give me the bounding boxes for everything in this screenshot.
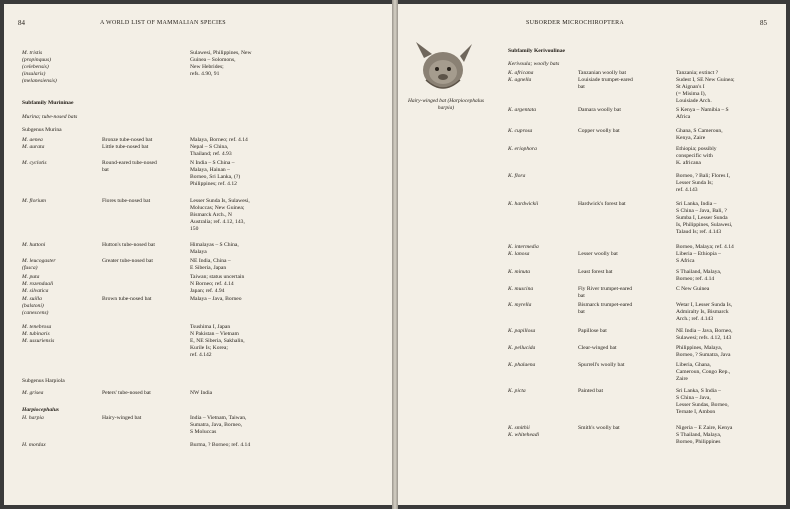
species-name: H. harpia [22,415,44,421]
distribution: NE India, China – E Siberia, Japan [190,258,231,271]
distribution: NW India [190,390,213,396]
distribution: Tsushima I, Japan [190,324,231,330]
distribution: Sulawesi, Philippines, New Guinea – Solomons, New Hebrides; refs. 4.90, 91 [190,50,252,77]
common-name: Copper woolly bat [578,128,620,134]
species-name: M. leucogaster (fusca) [22,258,56,271]
species-name: Subfamily Kerivoulinae [508,48,566,54]
distribution: Tanzania; extinct ? [676,70,719,76]
common-name: Clear-winged bat [578,345,617,351]
common-name: Greater tube-nosed bat [102,258,153,264]
page-number-right: 85 [760,19,767,27]
distribution: Liberia – Ethiopia – S Africa [676,251,721,264]
species-name: K. hardwickii [508,201,539,207]
distribution: India – Vietnam, Taiwan, Sumatra, Java, Borneo, S Moluccas [190,415,247,435]
distribution: E, NE Siberia, Sakhalin, Kurile Is; Korea; ref. 4.142 [190,338,245,358]
species-name: M. aurata [22,144,45,150]
species-name: K. africana [508,70,534,76]
distribution: S Thailand, Malaya, Borneo, Philippines [676,432,722,445]
distribution: Malaya – Java, Borneo [190,296,242,302]
species-name: K. muscina [508,286,534,292]
species-name: M. tubinaris [22,331,50,337]
species-name: K. flora [508,173,526,179]
distribution: Ghana, S Cameroun, Kenya, Zaire [676,128,723,141]
common-name: Tanzanian woolly bat [578,70,627,76]
species-name: K. agnella [508,77,532,83]
bat-illustration-caption: Hairy-winged bat (Harpiocephalus harpia) [407,98,485,111]
distribution: Japan; ref. 4.94 [190,288,225,294]
species-name: M. rozendaali [22,281,54,287]
species-name: K. cuprosa [508,128,533,134]
distribution: Philippines, Malaya, Borneo, ? Sumatra, Java [676,345,731,358]
common-name: Hardwick's forest bat [578,201,626,207]
distribution: Burma, ? Borneo; ref. 4.14 [190,442,251,448]
common-name: Little tube-nosed bat [102,144,149,150]
distribution: Borneo, Malaya; ref. 4.14 [676,244,734,250]
distribution: Sudest I, SE New Guinea; St Aignan's I (= Misima I), Louisiade Arch. [676,77,735,104]
common-name: Damara woolly bat [578,107,621,113]
common-name: Smith's woolly bat [578,425,620,431]
distribution: Ethiopia; possibly conspecific with K. africana [676,146,717,166]
common-name: Peters' tube-nosed bat [102,390,151,396]
common-name: Hairy-winged bat [102,415,142,421]
species-name: K. myrella [508,302,532,308]
distribution: N India – S China – Malaya, Hainan – Borneo, Sri Lanka, (?) Philippines; ref. 4.12 [190,160,241,187]
common-name: Brown tube-nosed bat [102,296,152,302]
species-name: M. tristis (propinquus) (celebensis) (insularis) (melanesiensis) [22,50,57,84]
species-name: K. papillosa [508,328,536,334]
species-name: K. intermedia [508,244,539,250]
species-name: K. argentata [508,107,537,113]
distribution: Nigeria – E Zaire, Kenya [676,425,733,431]
common-name: Painted bat [578,388,604,394]
common-name: Bronze tube-nosed bat [102,137,153,143]
species-name: M. florium [22,198,46,204]
species-name: K. whiteheadi [508,432,540,438]
species-name: K. picta [508,388,526,394]
common-name: Fly River trumpet-eared bat [578,286,633,299]
bat-illustration [412,40,474,96]
species-name: M. grisea [22,390,44,396]
distribution: Malaya, Borneo; ref. 4.14 [190,137,248,143]
species-name: K. eriophora [508,146,537,152]
running-head-left: A WORLD LIST OF MAMMALIAN SPECIES [100,20,226,26]
common-name: Bismarck trumpet-eared bat [578,302,633,315]
species-name: Subgenus Murina [22,127,62,133]
species-name: K. pellucida [508,345,536,351]
distribution: Liberia, Ghana, Cameroun, Congo Rep., Zaire [676,362,731,382]
species-name: M. cyclotis [22,160,47,166]
distribution: Nepal – S China, Thailand; ref. 4.93 [190,144,232,157]
species-name: K. phalaena [508,362,536,368]
species-name: H. mordax [22,442,46,448]
common-name: Spurrell's woolly bat [578,362,625,368]
common-name: Lesser woolly bat [578,251,618,257]
distribution: Lesser Sunda Is, Sulawesi, Moluccas; New Guinea; Bismarck Arch., N Australia; ref. 4.12, 143, 150 [190,198,250,232]
species-name: M. silvatica [22,288,49,294]
left-page [4,4,392,505]
distribution: Borneo, ? Bali; Flores I, Lesser Sunda Is; ref. 4.143 [676,173,731,193]
page-number-left: 84 [18,19,25,27]
species-name: Subfamily Murininae [22,100,74,106]
species-name: Murina; tube-nosed bats [22,114,78,120]
distribution: Himalayas – S China, Malaya [190,242,239,255]
right-page [398,4,786,505]
species-name: M. huttoni [22,242,46,248]
common-name: Hutton's tube-nosed bat [102,242,155,248]
species-name: M. tenebrosa [22,324,52,330]
species-name: K. smithii [508,425,530,431]
distribution: N Pakistan – Vietnam [190,331,239,337]
distribution: S Thailand, Malaya, Borneo; ref. 4.14 [676,269,722,282]
common-name: Flores tube-nosed bat [102,198,151,204]
species-name: M. aenea [22,137,43,143]
distribution: S Kenya – Namibia – S Africa [676,107,729,120]
running-head-right: SUBORDER MICROCHIROPTERA [526,20,625,26]
species-name: Harpiocephalus [22,407,59,413]
distribution: Sri Lanka, S India – S China – Java, Lesser Sundas, Borneo, Ternate I, Ambon [676,388,729,415]
common-name: Round-eared tube-nosed bat [102,160,157,173]
species-name: Subgenus Harpiola [22,378,65,384]
distribution: Taiwan; status uncertain [190,274,245,280]
species-name: M. suilla (balstoni) (canescens) [22,296,49,316]
species-name: Kerivoula; woolly bats [508,61,560,67]
species-name: M. puta [22,274,40,280]
common-name: Least forest bat [578,269,613,275]
distribution: C New Guinea [676,286,710,292]
species-name: K. minuta [508,269,531,275]
distribution: NE India – Java, Borneo, Sulawesi; refs. 4.12, 143 [676,328,733,341]
species-name: M. ussuriensis [22,338,55,344]
species-name: K. lanosa [508,251,530,257]
common-name: Papillose bat [578,328,607,334]
distribution: Wetar I, Lesser Sunda Is, Admiralty Is, Bismarck Arch.; ref. 4.143 [676,302,733,322]
distribution: Sri Lanka, India – S China – Java, Bali, ? Sumba I, Lesser Sunda Is, Philippines, Sulawesi, Talaud Is; ref. 4.143 [676,201,733,235]
common-name: Louisiade trumpet-eared bat [578,77,633,90]
distribution: N Borneo; ref. 4.14 [190,281,234,287]
